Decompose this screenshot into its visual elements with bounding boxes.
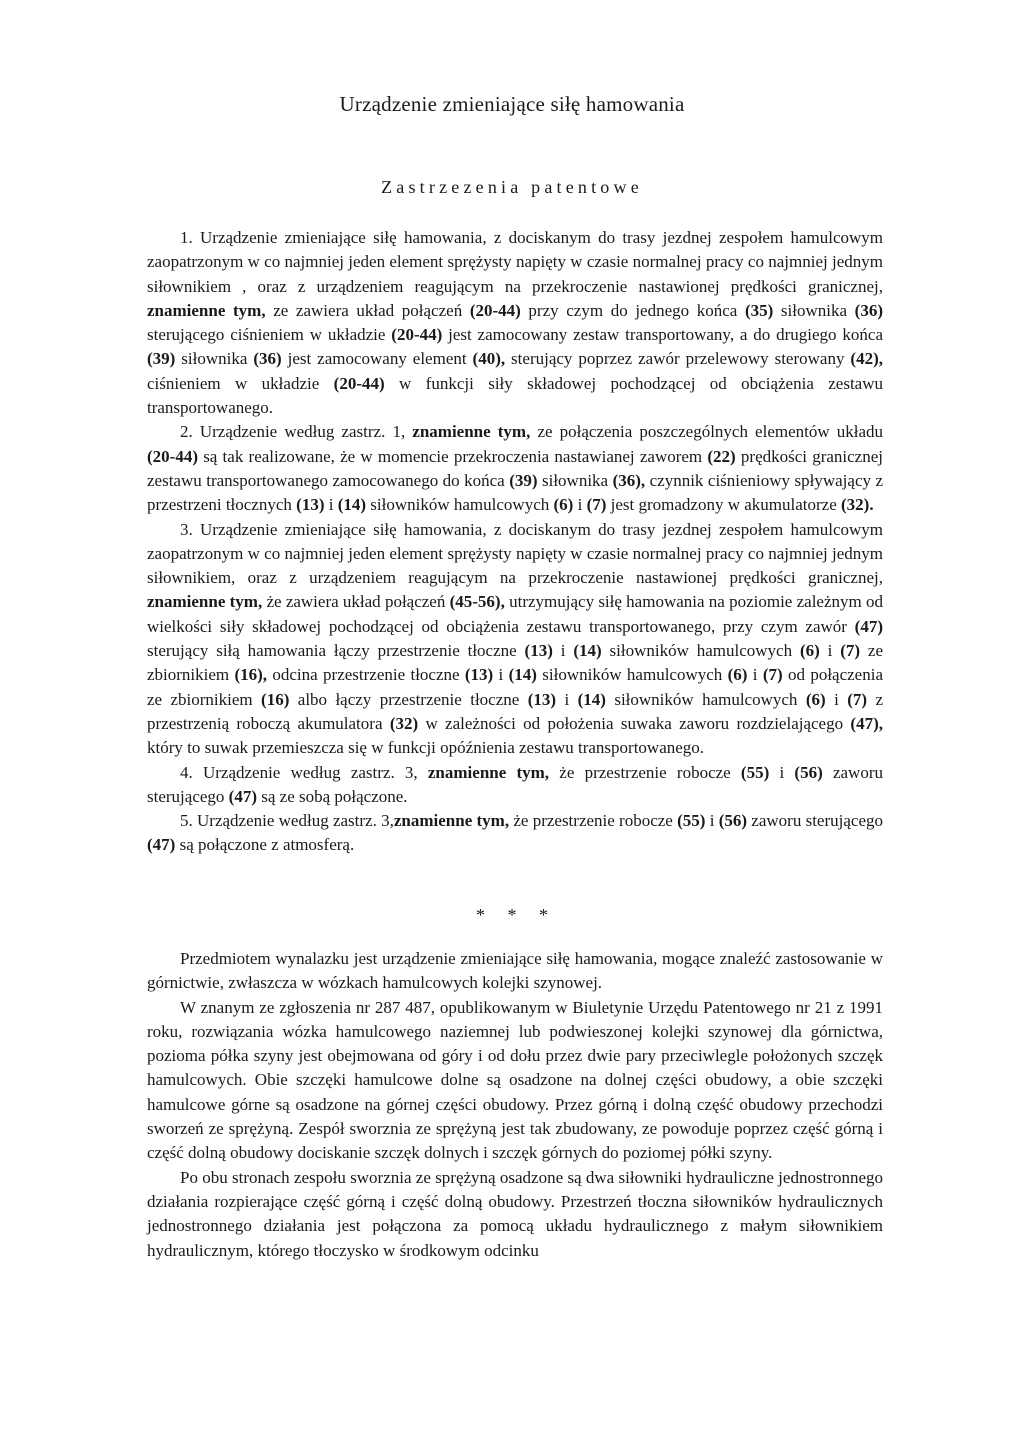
description-paragraph-1: Przedmiotem wynalazku jest urządzenie zmieniające siłę hamowania, mogące znaleźć zastosowanie w górnictwie, zwłaszcza w wózkach hamulcowych kolejki szynowej. xyxy=(147,949,883,993)
claim-1: 1. Urządzenie zmieniające siłę hamowania, z dociskanym do trasy jezdnej zespołem hamulcowym zaopatrzonym w co najmniej jeden element sprężysty napięty w czasie normalnej pracy co najmniej jednym siłownikiem , oraz z urządzeniem reagującym na przekroczenie nastawionej prędkości granicznej, znamienne tym, ze zawiera układ połączeń (20-44) przy czym do jednego końca (35) siłownika (36) sterującego ciśnieniem w układzie (20-44) jest zamocowany zestaw transportowany, a do drugiego końca (39) siłownika (36) jest zamocowany element (40), sterujący poprzez zawór przelewowy sterowany (42), ciśnieniem w układzie (20-44) w funkcji siły składowej pochodzącej od obciążenia zestawu transportowanego. xyxy=(147,228,883,418)
claims-section xyxy=(147,226,883,858)
description-paragraph-3: Po obu stronach zespołu sworznia ze sprężyną osadzone są dwa siłowniki hydrauliczne jednostronnego działania rozpierające część górną i część dolną obudowy. Przestrzeń tłoczna siłowników hydraulicznych jednostronnego działania jest połączona za pomocą układu hydraulicznego z małym siłownikiem hydraulicznym, którego tłoczysko w środkowym odcinku xyxy=(147,1167,883,1260)
claim-3: 3. Urządzenie zmieniające siłę hamowania, z dociskanym do trasy jezdnej zespołem hamulcowym zaopatrzonym w co najmniej jeden element sprężysty napięty w czasie normalnej pracy co najmniej jednym siłownikiem, oraz z urządzeniem reagującym na przekroczenie nastawionej prędkości granicznej, znamienne tym, że zawiera układ połączeń (45-56), utrzymujący siłę hamowania na poziomie zależnym od wielkości siły składowej pochodzącej od obciążenia zestawu transportowanego, przy czym zawór (47) sterujący siłą hamowania łączy przestrzenie tłoczne (13) i (14) siłowników hamulcowych (6) i (7) ze zbiornikiem (16), odcina przestrzenie tłoczne (13) i (14) siłowników hamulcowych (6) i (7) od połączenia ze zbiornikiem (16) albo łączy przestrzenie tłoczne (13) i (14) siłowników hamulcowych (6) i (7) z przestrzenią roboczą akumulatora (32) w zależności od położenia suwaka zaworu rozdzielającego (47), który to suwak przemieszcza się w funkcji opóźnienia zestawu transportowanego. xyxy=(147,519,883,758)
section-separator: * * * xyxy=(476,905,548,925)
section-heading: Zastrzezenia patentowe xyxy=(381,177,643,197)
claim-2: 2. Urządzenie według zastrz. 1, znamienne tym, ze połączenia poszczególnych elementów układu (20-44) są tak realizowane, że w momencie przekroczenia nastawianej zaworem (22) prędkości granicznej zestawu transportowanego zamocowanego do końca (39) siłownika (36), czynnik ciśnieniowy spływający z przestrzeni tłocznych (13) i (14) siłowników hamulcowych (6) i (7) jest gromadzony w akumulatorze (32). xyxy=(147,422,884,515)
description-section xyxy=(147,947,883,1263)
claim-4: 4. Urządzenie według zastrz. 3, znamienne tym, że przestrzenie robocze (55) i (56) zaworu sterującego (47) są ze sobą połączone. xyxy=(147,762,883,806)
claim-5: 5. Urządzenie według zastrz. 3,znamienne tym, że przestrzenie robocze (55) i (56) zaworu sterującego (47) są połączone z atmosferą. xyxy=(147,811,883,855)
description-paragraph-2: W znanym ze zgłoszenia nr 287 487, opublikowanym w Biuletynie Urzędu Patentowego nr 21 z 1991 roku, rozwiązania wózka hamulcowego naziemnej lub podwieszonej kolejki szynowej dla górnictwa, pozioma półka szyny jest obejmowana od góry i od dołu przez dwie pary przeciwlegle położonych szczęk hamulcowych. Obie szczęki hamulcowe dolne są osadzone na dolnej części obudowy, a obie szczęki hamulcowe górne są osadzone na górnej części obudowy. Przez górną i dolną część obudowy przechodzi sworzeń ze sprężyną. Zespół sworznia ze sprężyną jest tak zbudowany, ze powoduje poprzez część górną i część dolną obudowy dociskanie szczęk dolnych i szczęk górnych do poziomej półki szyny. xyxy=(147,997,883,1163)
document-title: Urządzenie zmieniające siłę hamowania xyxy=(339,92,685,116)
